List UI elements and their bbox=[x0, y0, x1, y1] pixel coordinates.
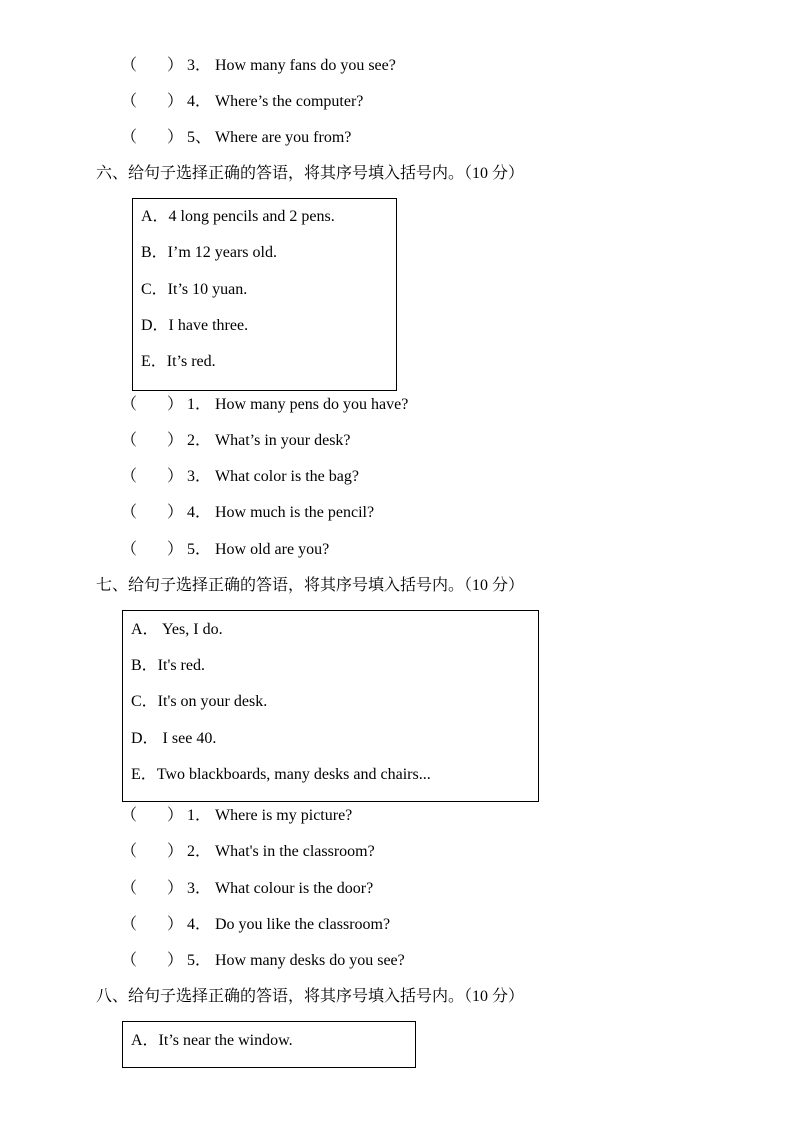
answer-paren-open[interactable]: （ bbox=[121, 468, 138, 485]
option-item: B．It's red. bbox=[131, 657, 205, 674]
answer-paren-close: ） bbox=[167, 916, 184, 933]
question-number: 3． bbox=[187, 468, 212, 485]
question-line bbox=[121, 842, 375, 862]
question-number: 3． bbox=[187, 57, 212, 74]
answer-paren-close: ） bbox=[167, 807, 184, 824]
answer-paren-open[interactable]: （ bbox=[121, 57, 138, 74]
option-item: A． Yes, I do. bbox=[131, 621, 223, 638]
answer-paren-open[interactable]: （ bbox=[121, 843, 138, 860]
question-number: 2． bbox=[187, 432, 212, 449]
question-line bbox=[121, 806, 352, 826]
answer-paren-open[interactable]: （ bbox=[121, 880, 138, 897]
question-text: Where is my picture? bbox=[215, 807, 353, 824]
section-eight-heading: 八、给句子选择正确的答语，将其序号填入括号内。（10 分） bbox=[96, 988, 525, 1005]
question-text: What's in the classroom? bbox=[215, 843, 375, 860]
answer-paren-open[interactable]: （ bbox=[121, 807, 138, 824]
question-number: 5、 bbox=[187, 129, 212, 146]
option-item: A．It’s near the window. bbox=[131, 1032, 293, 1049]
answer-paren-close: ） bbox=[167, 129, 184, 146]
question-line bbox=[121, 540, 329, 560]
question-line bbox=[121, 503, 374, 523]
option-item: C．It's on your desk. bbox=[131, 693, 268, 710]
option-item: C．It’s 10 yuan. bbox=[141, 281, 248, 298]
answer-paren-close: ） bbox=[167, 432, 184, 449]
question-text: What color is the bag? bbox=[215, 468, 359, 485]
answer-paren-close: ） bbox=[167, 57, 184, 74]
section-seven-options-box bbox=[122, 610, 539, 802]
question-line bbox=[121, 128, 351, 148]
answer-paren-close: ） bbox=[167, 396, 184, 413]
answer-paren-close: ） bbox=[167, 952, 184, 969]
answer-paren-open[interactable]: （ bbox=[121, 952, 138, 969]
answer-paren-close: ） bbox=[167, 541, 184, 558]
option-item: E．It’s red. bbox=[141, 353, 216, 370]
question-number: 2． bbox=[187, 843, 212, 860]
question-number: 5． bbox=[187, 952, 212, 969]
option-item: E．Two blackboards, many desks and chairs... bbox=[131, 766, 431, 783]
section-seven-heading: 七、给句子选择正确的答语，将其序号填入括号内。（10 分） bbox=[96, 577, 525, 594]
question-number: 4． bbox=[187, 93, 212, 110]
option-item: B．I’m 12 years old. bbox=[141, 244, 277, 261]
answer-paren-open[interactable]: （ bbox=[121, 504, 138, 521]
question-text: What colour is the door? bbox=[215, 880, 374, 897]
answer-paren-open[interactable]: （ bbox=[121, 916, 138, 933]
answer-paren-close: ） bbox=[167, 468, 184, 485]
answer-paren-open[interactable]: （ bbox=[121, 432, 138, 449]
section-eight-options-box bbox=[122, 1021, 416, 1068]
answer-paren-open[interactable]: （ bbox=[121, 93, 138, 110]
question-text: What’s in your desk? bbox=[215, 432, 351, 449]
question-line bbox=[121, 915, 390, 935]
question-number: 1． bbox=[187, 807, 212, 824]
question-text: Where are you from? bbox=[215, 129, 352, 146]
answer-paren-close: ） bbox=[167, 504, 184, 521]
option-item: D．I have three. bbox=[141, 317, 249, 334]
section-six-options-box bbox=[132, 198, 397, 391]
question-text: How many desks do you see? bbox=[215, 952, 405, 969]
question-line bbox=[121, 431, 351, 451]
answer-paren-open[interactable]: （ bbox=[121, 541, 138, 558]
answer-paren-open[interactable]: （ bbox=[121, 129, 138, 146]
question-text: How many pens do you have? bbox=[215, 396, 409, 413]
option-item: D． I see 40. bbox=[131, 730, 217, 747]
option-item: A．4 long pencils and 2 pens. bbox=[141, 208, 335, 225]
question-number: 3． bbox=[187, 880, 212, 897]
question-number: 1． bbox=[187, 396, 212, 413]
question-number: 4． bbox=[187, 504, 212, 521]
question-text: How old are you? bbox=[215, 541, 330, 558]
answer-paren-close: ） bbox=[167, 843, 184, 860]
section-six-heading: 六、给句子选择正确的答语，将其序号填入括号内。（10 分） bbox=[96, 165, 525, 182]
answer-paren-open[interactable]: （ bbox=[121, 396, 138, 413]
question-text: How many fans do you see? bbox=[215, 57, 396, 74]
question-text: Where’s the computer? bbox=[215, 93, 364, 110]
question-line bbox=[121, 879, 373, 899]
question-line bbox=[121, 951, 405, 971]
question-line bbox=[121, 395, 408, 415]
question-line bbox=[121, 56, 396, 76]
answer-paren-close: ） bbox=[167, 93, 184, 110]
question-text: How much is the pencil? bbox=[215, 504, 375, 521]
question-line bbox=[121, 467, 359, 487]
question-line bbox=[121, 92, 363, 112]
question-number: 4． bbox=[187, 916, 212, 933]
question-text: Do you like the classroom? bbox=[215, 916, 391, 933]
question-number: 5． bbox=[187, 541, 212, 558]
answer-paren-close: ） bbox=[167, 880, 184, 897]
